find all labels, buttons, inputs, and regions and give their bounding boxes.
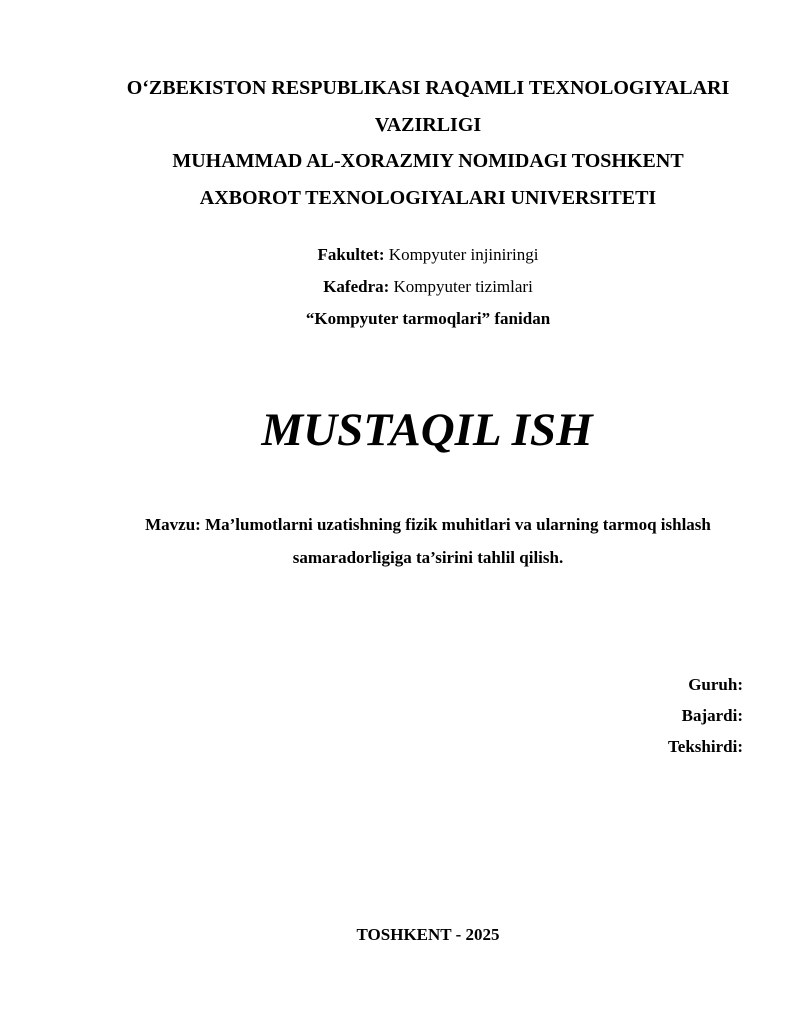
faculty-value: Kompyuter injiniringi	[384, 245, 539, 264]
ministry-header	[60, 70, 796, 216]
faculty-info	[60, 239, 796, 335]
topic-line-2: samaradorligiga ta’sirini tahlil qilish.	[292, 548, 564, 567]
checked-by-label: Tekshirdi:	[668, 737, 743, 756]
header-line-university-1: MUHAMMAD AL-XORAZMIY NOMIDAGI TOSHKENT	[172, 150, 684, 172]
department-value: Kompyuter tizimlari	[389, 277, 533, 296]
document-title: MUSTAQIL ISH	[261, 404, 593, 456]
department-label: Kafedra:	[323, 277, 390, 296]
faculty-label: Fakultet:	[317, 245, 385, 264]
city-year-footer: TOSHKENT - 2025	[356, 925, 500, 944]
faculty-line	[60, 239, 796, 271]
header-line-university-2: AXBOROT TEXNOLOGIYALARI UNIVERSITETI	[199, 186, 657, 209]
subject-line: “Kompyuter tarmoqlari” fanidan	[305, 309, 551, 328]
header-line-ministry-1: O‘ZBEKISTON RESPUBLIKASI RAQAMLI TEXNOLOGIYALARI	[126, 77, 730, 99]
signature-block	[668, 669, 743, 762]
department-line	[60, 271, 796, 303]
group-label: Guruh:	[688, 675, 743, 694]
topic-block	[60, 508, 796, 574]
topic-line-1: Mavzu: Ma’lumotlarni uzatishning fizik muhitlari va ularning tarmoq ishlash	[145, 515, 711, 534]
header-line-ministry-2: VAZIRLIGI	[374, 113, 482, 136]
done-by-label: Bajardi:	[681, 706, 743, 725]
